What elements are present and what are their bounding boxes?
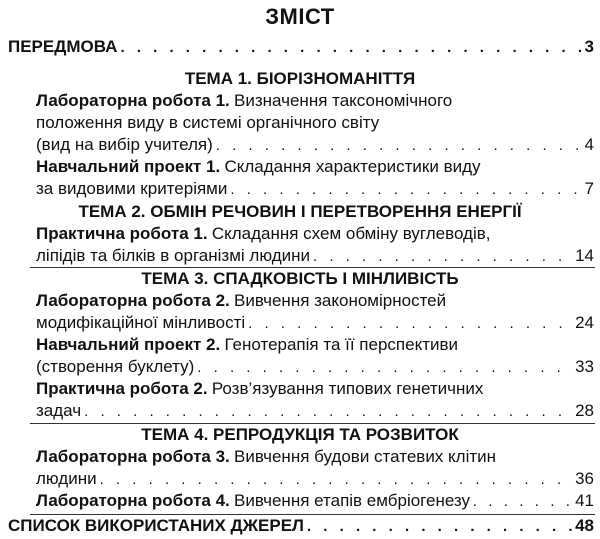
entry-text-line: Складання характеристики виду [224, 157, 481, 176]
toc-entry-lab-3-last-line[interactable] [36, 468, 594, 490]
toc-page-number: 28 [575, 401, 594, 420]
entry-type-label: Навчальний проект 2. [36, 335, 221, 354]
section-heading-theme-4: ТЕМА 4. РЕПРОДУКЦІЯ ТА РОЗВИТОК [141, 425, 459, 444]
entry-text-line: (вид на вибір учителя) [36, 135, 213, 154]
entry-text-line: ліпідів та білків в організмі людини [36, 246, 310, 265]
entry-text-line: за видовими критеріями [36, 179, 228, 198]
section-heading-theme-2: ТЕМА 2. ОБМІН РЕЧОВИН І ПЕРЕТВОРЕННЯ ЕНЕРГІЇ [78, 202, 522, 221]
toc-entry-project-1[interactable] [36, 156, 481, 178]
entry-text-line [36, 490, 470, 512]
toc-entry-sources[interactable] [8, 515, 594, 537]
entry-type-label: Навчальний проект 1. [36, 157, 221, 176]
leader-dots [248, 313, 572, 335]
toc-entry-lab-4[interactable] [36, 490, 594, 512]
toc-entry-project-1-last-line[interactable] [36, 178, 594, 200]
toc-page-number: 4 [584, 135, 594, 154]
entry-type-label: Практична робота 1. [36, 224, 208, 243]
section-heading-theme-1: ТЕМА 1. БІОРІЗНОМАНІТТЯ [184, 69, 416, 88]
toc-entry-lab-2[interactable] [36, 290, 446, 312]
entry-type-label: Лабораторна робота 2. [36, 291, 230, 310]
leader-dots [216, 135, 582, 157]
entry-text-line: Складання схем обміну вуглеводів, [211, 224, 491, 243]
entry-type-label: Лабораторна робота 4. [36, 491, 230, 510]
toc-page-number: 14 [575, 246, 594, 265]
toc-page-number: 3 [584, 37, 594, 56]
toc-page-number: 36 [575, 469, 594, 488]
toc-page-number: 41 [575, 491, 594, 510]
entry-text-line: людини [36, 469, 97, 488]
toc-entry-lab-3[interactable] [36, 446, 496, 468]
entry-text-line: Вивчення закономірностей [234, 291, 447, 310]
entry-text-line: Розв’язування типових генетичних [211, 379, 484, 398]
toc-page-number: 7 [584, 179, 594, 198]
toc-entry-label: СПИСОК ВИКОРИСТАНИХ ДЖЕРЕЛ [8, 516, 304, 535]
leader-dots [307, 516, 572, 538]
entry-text-line: задач [36, 401, 82, 420]
leader-dots [120, 37, 581, 59]
entry-text-line: Вивчення етапів ембріогенезу [234, 491, 471, 510]
toc-entry-label: ПЕРЕДМОВА [8, 37, 118, 56]
toc-entry-project-2-last-line[interactable] [36, 356, 594, 378]
leader-dots [84, 401, 572, 423]
toc-entry-project-2[interactable] [36, 334, 458, 356]
page-title: ЗМІСТ [265, 4, 335, 29]
entry-type-label: Лабораторна робота 3. [36, 447, 230, 466]
leader-dots [313, 246, 572, 268]
entry-text-line: Визначення таксономічного [234, 91, 453, 110]
leader-dots [197, 357, 572, 379]
section-heading-theme-3: ТЕМА 3. СПАДКОВІСТЬ І МІНЛИВІСТЬ [141, 269, 459, 288]
toc-entry-practical-1-last-line[interactable] [36, 245, 594, 267]
entry-text-line: модифікаційної мінливості [36, 313, 246, 332]
entry-text-line: Вивчення будови статевих клітин [234, 447, 497, 466]
entry-text-line: положення виду в системі органічного світу [36, 113, 380, 132]
toc-entry-practical-2-last-line[interactable] [36, 400, 594, 422]
toc-entry-lab-2-last-line[interactable] [36, 312, 594, 334]
leader-dots [100, 469, 572, 491]
leader-dots [230, 179, 581, 201]
toc-entry-lab-1-last-line[interactable] [36, 134, 594, 156]
toc-page-number: 24 [575, 313, 594, 332]
toc-entry-lab-1[interactable] [36, 90, 452, 112]
toc-page-number: 48 [575, 516, 594, 535]
leader-dots [473, 491, 572, 513]
entry-type-label: Лабораторна робота 1. [36, 91, 230, 110]
entry-text-line: Генотерапія та її перспективи [224, 335, 459, 354]
toc-page-number: 33 [575, 357, 594, 376]
toc-entry-foreword[interactable] [8, 36, 594, 58]
entry-text-line: (створення буклету) [36, 357, 195, 376]
toc-entry-practical-1[interactable] [36, 223, 491, 245]
entry-type-label: Практична робота 2. [36, 379, 208, 398]
toc-entry-practical-2[interactable] [36, 378, 483, 400]
